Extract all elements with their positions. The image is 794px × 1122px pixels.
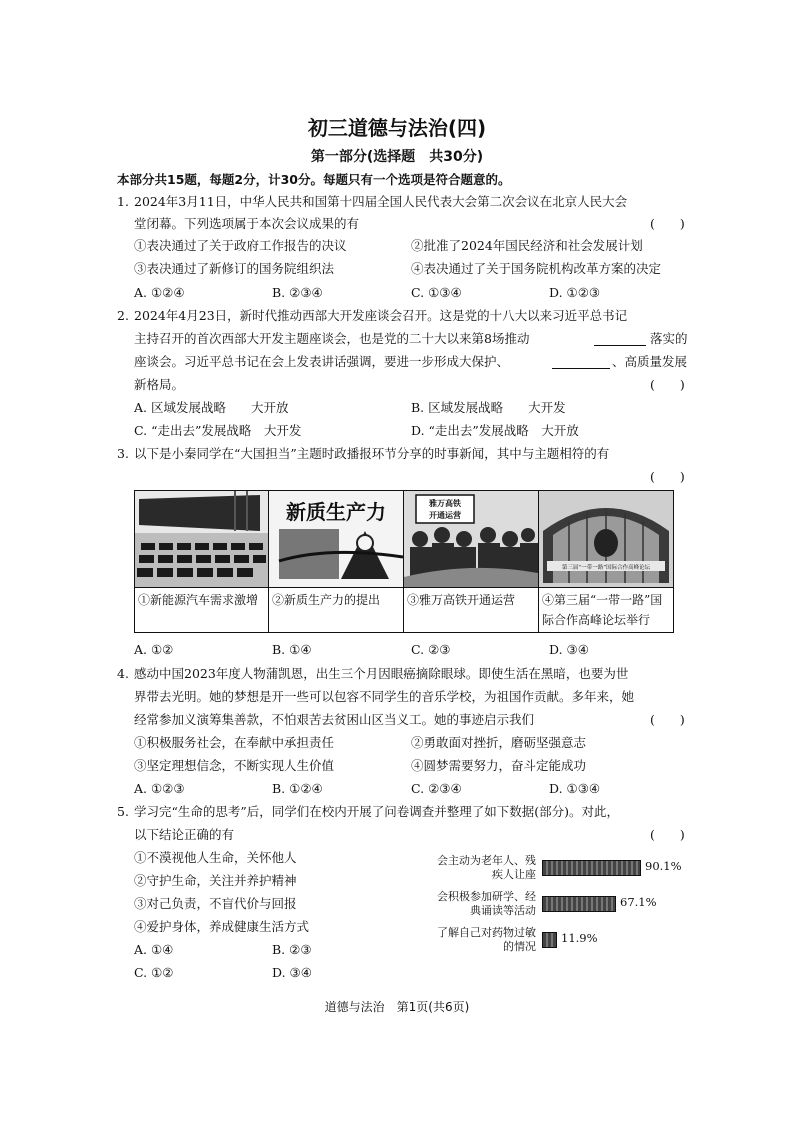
news-photo-productivity [269,491,403,587]
statement-4: ④爱护身体，养成健康生活方式 [134,919,310,934]
page-title: 初三道德与法治(四) [307,116,487,140]
option-b: B. ①④ [272,642,312,657]
news-cell-4 [539,491,674,588]
chart-bar [542,860,641,876]
news-caption-3: ③雅万高铁开通运营 [407,593,516,607]
page-footer: 道德与法治 第1页(共6页) [324,1000,470,1014]
chart-row [430,888,700,924]
news-photo-railway [404,491,538,587]
option-c: C. ①② [134,965,174,980]
statement-1: ①积极服务社会，在奉献中承担责任 [134,735,335,750]
answer-paren: ( ) [650,216,685,231]
chart-bar [542,896,616,912]
question-stem-line: 以下是小秦同学在“大国担当”主题时政播报环节分享的时事新闻，其中与主题相符的有 [134,446,610,461]
question-stem-line: 座谈会。习近平总书记在会上发表讲话强调，要进一步形成大保护、 [134,354,510,369]
statement-1: ①表决通过了关于政府工作报告的决议 [134,238,347,253]
poster-heading: 新质生产力 [286,500,386,524]
option-d: D. ①③④ [549,781,601,796]
question-stem-line: 、高质量发展 [612,354,688,369]
question-stem-line: 以下结论正确的有 [134,827,235,842]
question-number: 5. [117,804,129,819]
news-cell-1 [135,491,269,588]
news-photo-belt-road [539,491,673,587]
question-number: 1. [117,194,129,209]
statement-1: ①不漠视他人生命，关怀他人 [134,850,297,865]
statement-2: ②守护生命，关注并养护精神 [134,873,297,888]
section-subtitle: 第一部分(选择题 共30分) [310,149,484,165]
fill-blank-1 [594,331,646,350]
section-instructions: 本部分共15题，每题2分，计30分。每题只有一个选项是符合题意的。 [117,172,511,187]
statement-2: ②勇敢面对挫折，磨砺坚强意志 [411,735,587,750]
option-c: C. ①③④ [411,285,462,300]
answer-paren: ( ) [650,377,685,392]
productivity-poster-icon [269,491,403,587]
news-photo-ev-cars [135,491,268,587]
chart-row [430,852,700,888]
chart-category-label: 会积极参加研学、经典诵读等活动 [437,890,536,917]
railway-photo-icon [404,491,538,587]
question-stem-line: 落实的 [650,331,688,346]
news-caption-1: ①新能源汽车需求激增 [138,593,259,607]
question-stem-line: 新格局。 [134,377,185,392]
option-c: C. ②③④ [411,781,462,796]
statement-4: ④表决通过了关于国务院机构改革方案的决定 [411,261,662,276]
ev-cars-photo-icon [135,491,268,587]
forum-banner-text: 第三届“一带一路”国际合作高峰论坛 [561,565,651,571]
fill-blank-2 [552,354,610,373]
news-caption-cell-2 [269,588,404,633]
question-stem-line: 主持召开的首次西部大开发主题座谈会，也是党的二十大以来第8场推动 [134,331,530,346]
option-a: A. ①②④ [134,285,185,300]
chart-value-label: 67.1% [620,895,657,909]
question-stem-line: 堂闭幕。下列选项属于本次会议成果的有 [134,216,360,231]
news-caption-4: ④第三届“一带一路”国际合作高峰论坛举行 [542,593,663,627]
question-stem-line: 界带去光明。她的梦想是开一些可以包容不同学生的音乐学校，为祖国作贡献。多年来，她 [134,689,635,704]
chart-bar [542,932,557,948]
news-caption-2: ②新质生产力的提出 [272,593,381,607]
option-a: A. 区域发展战略 大开放 [134,400,289,415]
option-c: C. “走出去”发展战略 大开发 [134,423,302,438]
answer-paren: ( ) [650,827,685,842]
option-b: B. ②③ [272,942,312,957]
statement-3: ③对己负责，不盲代价与回报 [134,896,297,911]
chart-category-label: 了解自己对药物过敏的情况 [437,926,536,953]
question-number: 2. [117,308,129,323]
option-a: A. ①②③ [134,781,185,796]
news-cell-2 [269,491,404,588]
question-stem-line: 2024年4月23日，新时代推动西部大开发座谈会召开。这是党的十八大以来习近平总书记 [134,308,628,323]
statement-4: ④圆梦需要努力，奋斗定能成功 [411,758,587,773]
option-b: B. ②③④ [272,285,323,300]
option-d: D. ①②③ [549,285,601,300]
news-caption-cell-3 [404,588,539,633]
railway-sign-line-2: 开通运营 [429,511,461,520]
option-b: B. 区域发展战略 大开发 [411,400,566,415]
chart-category-label: 会主动为老年人、残疾人让座 [437,854,536,881]
news-cell-3 [404,491,539,588]
statement-3: ③表决通过了新修订的国务院组织法 [134,261,335,276]
chart-row [430,924,700,960]
question-stem-line: 2024年3月11日，中华人民共和国第十四届全国人民代表大会第二次会议在北京人民大会 [134,194,628,209]
belt-road-photo-icon [539,491,673,587]
option-a: A. ①④ [134,942,174,957]
statement-3: ③坚定理想信念，不断实现人生价值 [134,758,335,773]
question-stem-line: 学习完“生命的思考”后，同学们在校内开展了问卷调查并整理了如下数据(部分)。对此， [134,804,620,819]
question-stem-line: 感动中国2023年度人物蒲凯恩，出生三个月因眼癌摘除眼球。即使生活在黑暗，也要为世 [134,666,629,681]
option-b: B. ①②④ [272,781,323,796]
answer-paren: ( ) [650,712,685,727]
question-number: 3. [117,446,129,461]
question-number: 4. [117,666,129,681]
option-a: A. ①② [134,642,174,657]
answer-paren: ( ) [650,469,685,484]
option-d: D. ③④ [272,965,312,980]
news-caption-cell-1 [135,588,269,633]
option-c: C. ②③ [411,642,451,657]
option-d: D. “走出去”发展战略 大开放 [411,423,579,438]
news-caption-cell-4 [539,588,674,633]
survey-bar-chart [430,852,700,962]
question-stem-line: 经常参加义演筹集善款，不怕艰苦去贫困山区当义工。她的事迹启示我们 [134,712,535,727]
chart-value-label: 11.9% [561,931,598,945]
statement-2: ②批准了2024年国民经济和社会发展计划 [411,238,643,253]
railway-sign-line-1: 雅万高铁 [429,499,461,508]
option-d: D. ③④ [549,642,589,657]
news-image-table [134,490,674,633]
chart-value-label: 90.1% [645,859,682,873]
